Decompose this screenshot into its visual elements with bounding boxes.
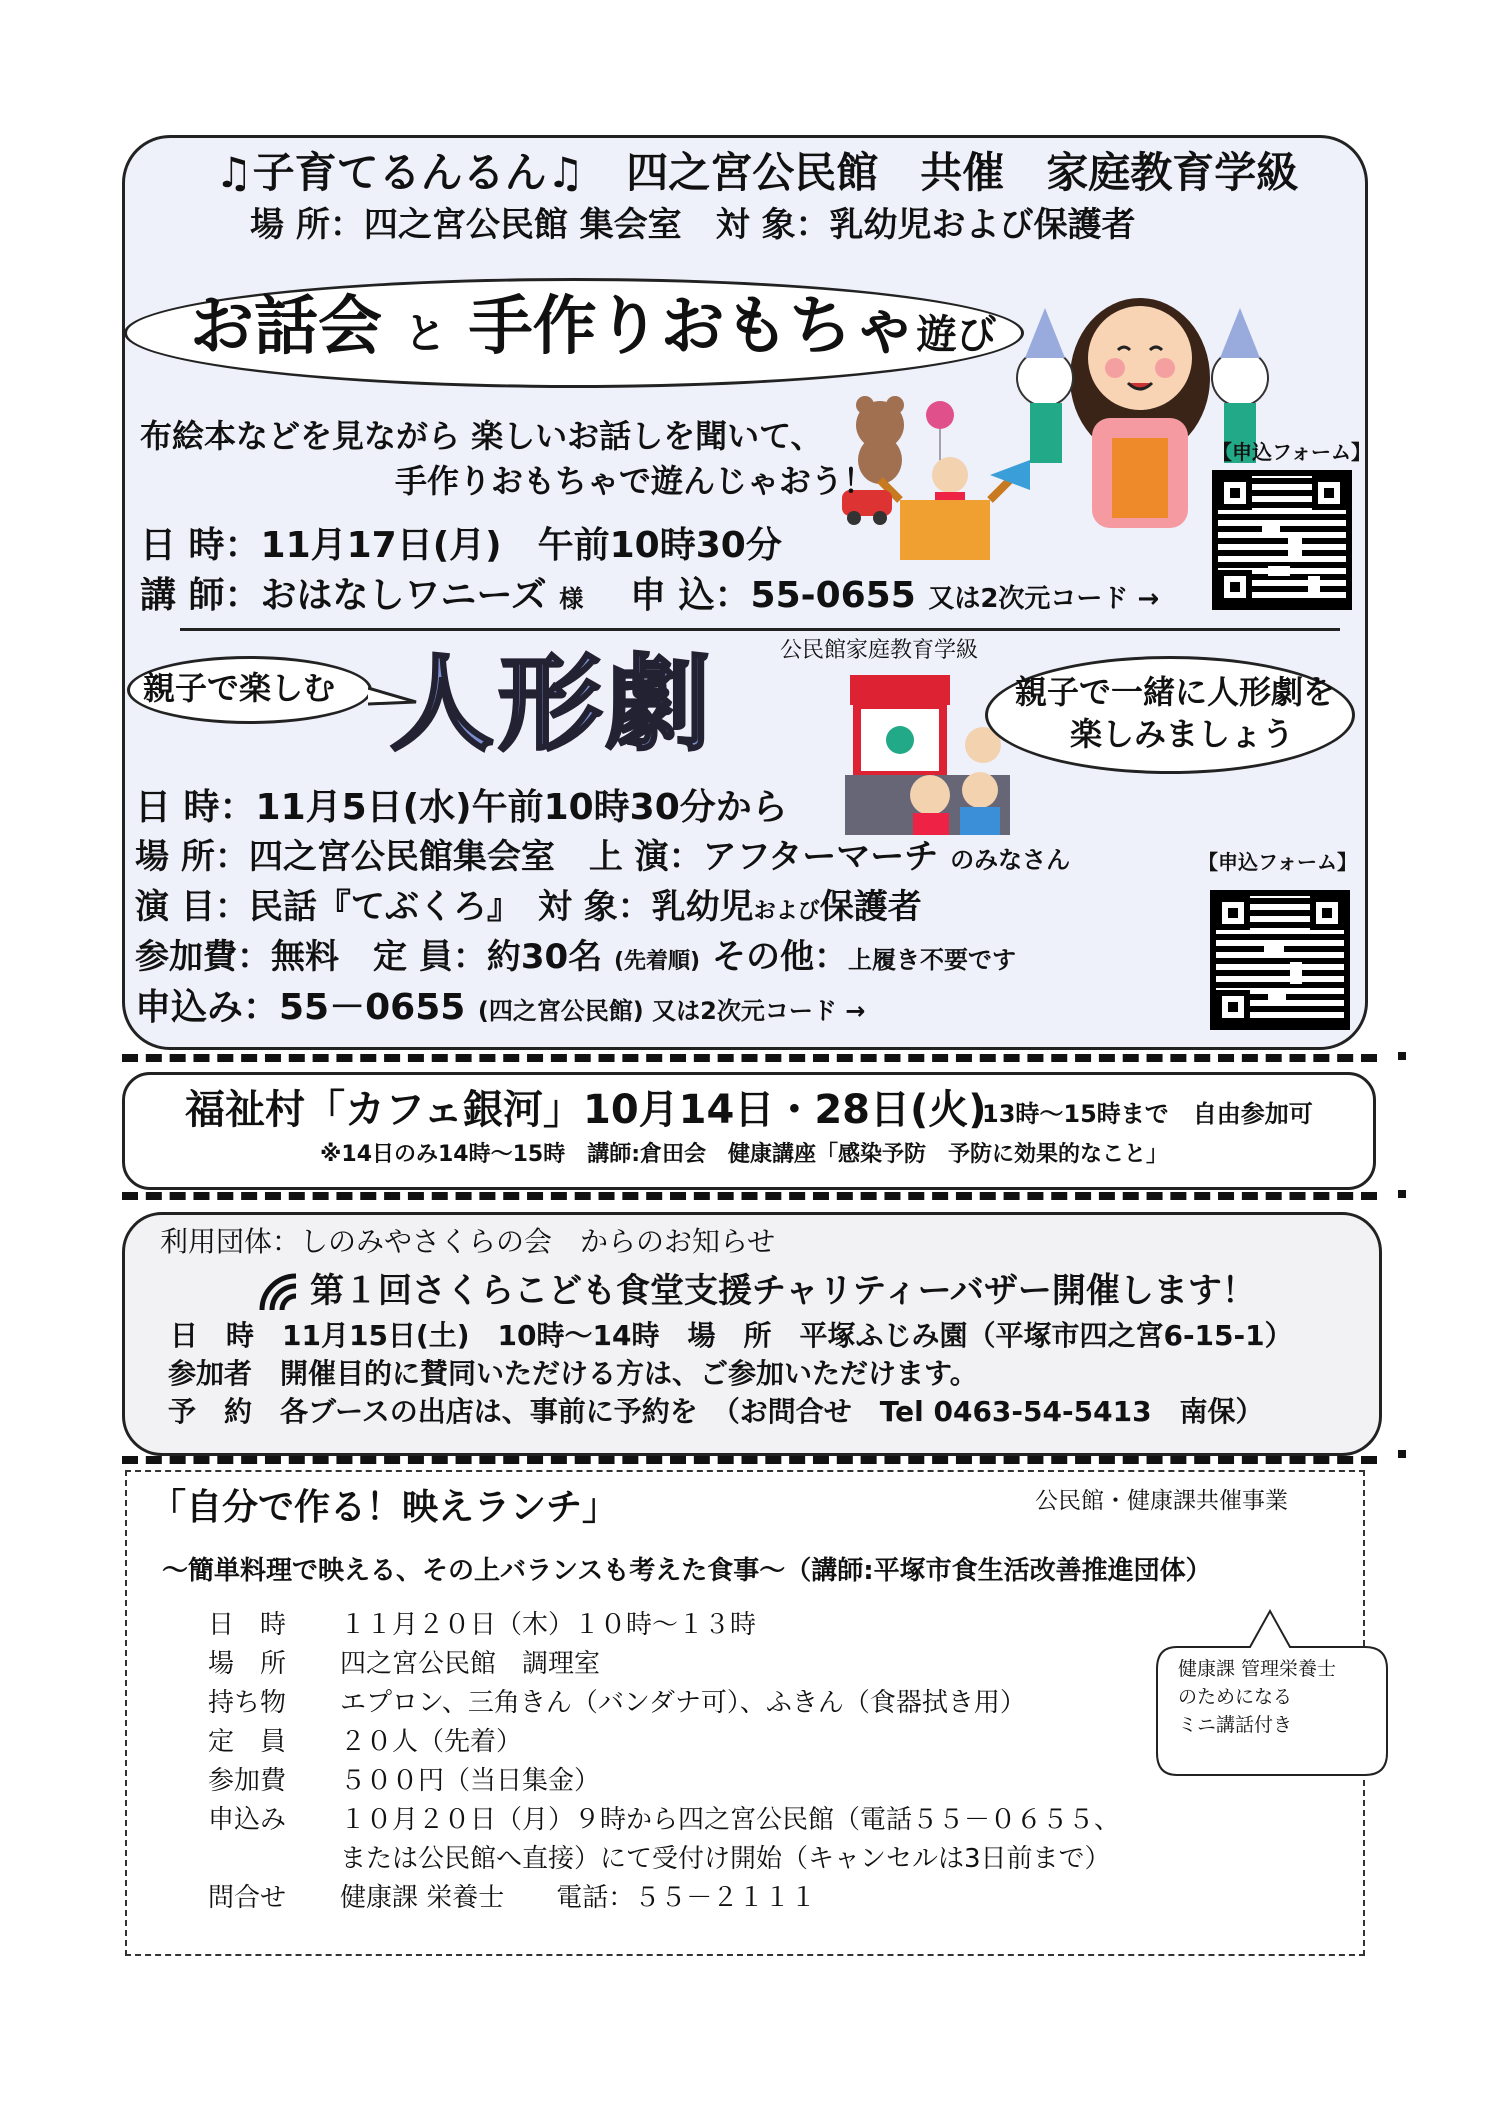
cafe-time: 13時～15時まで 自由参加可 <box>982 1100 1313 1128</box>
bazaar-title: 第１回さくらこども食堂支援チャリティーバザー開催します！ <box>310 1271 1256 1311</box>
event-divider <box>180 628 1340 631</box>
separator-dot-2 <box>1398 1190 1406 1198</box>
lunch-row-value: １１月２０日（木）１０時～１３時 <box>340 1610 757 1640</box>
lunch-subtitle: ～簡単料理で映える、その上バランスも考えた食事～（講師:平塚市食生活改善推進団体） <box>162 1556 1212 1586</box>
puppet-show-illustration <box>845 675 1015 835</box>
event2-venue-text: 場 所：四之宮公民館集会室 上 演：アフターマーチ <box>135 837 939 877</box>
event1-venue: 場 所：四之宮公民館 集会室 対 象：乳幼児および保護者 <box>250 205 1136 245</box>
bazaar-line3: 予 約 各ブースの出店は、事前に予約を （お問合せ Tel 0463-54-5413 南保） <box>168 1395 1264 1428</box>
lunch-sponsor: 公民館・健康課共催事業 <box>1035 1488 1288 1514</box>
event2-other-value: 上履き不要です <box>847 946 1016 974</box>
event2-bubble-right-line1: 親子で一緒に人形劇を <box>1015 673 1336 711</box>
lunch-row-label: 問合せ <box>208 1883 287 1913</box>
lunch-title: 「自分で作る！映えランチ」 <box>150 1487 619 1528</box>
separator-dot-3 <box>1398 1450 1406 1458</box>
bazaar-line2: 参加者 開催目的に賛同いただける方は、ご参加いただけます。 <box>168 1357 978 1390</box>
event2-venue-suffix: のみなさん <box>950 846 1071 874</box>
bazaar-intro: 利用団体：しのみやさくらの会 からのお知らせ <box>160 1225 776 1258</box>
event1-apply-suffix: 又は2次元コード → <box>928 584 1160 614</box>
event2-venue <box>135 837 1071 877</box>
event1-qr-code[interactable] <box>1212 470 1352 610</box>
event2-apply-suffix: (四之宮公民館) 又は2次元コード → <box>477 997 866 1025</box>
event1-lecturer <box>140 575 584 616</box>
lunch-row <box>208 1768 1120 1807</box>
event2-title: 人形劇 <box>390 643 715 765</box>
title-and: と <box>404 309 447 358</box>
event1-datetime: 日 時：11月17日(月) 午前10時30分 <box>140 525 782 566</box>
signal-icon <box>258 1272 304 1312</box>
separator-dash-1 <box>122 1054 1377 1062</box>
event2-organizer: 公民館家庭教育学級 <box>780 638 979 663</box>
lecturer-name: 講 師：おはなしワニーズ <box>140 575 547 616</box>
event2-fee-text: 参加費：無料 定 員：約30名 <box>135 937 603 977</box>
event2-fee <box>135 937 1016 977</box>
lunch-row-value: １０月２０日（月）９時から四之宮公民館（電話５５－０６５５、 <box>340 1805 1121 1835</box>
event2-bubble-left-text: 親子で楽しむ <box>143 669 336 707</box>
lunch-row <box>208 1729 1120 1768</box>
event2-other-label: その他： <box>711 937 848 977</box>
lunch-bubble-line2: のためになる <box>1178 1686 1293 1708</box>
lunch-row <box>208 1651 1120 1690</box>
lunch-bubble-line1: 健康課 管理栄養士 <box>1178 1658 1337 1680</box>
event2-program-small: および <box>753 899 820 924</box>
lunch-row-label: 参加費 <box>208 1766 287 1796</box>
title-storytelling: お話会 <box>190 290 382 364</box>
cafe-note: ※14日のみ14時～15時 講師:倉田会 健康講座「感染予防 予防に効果的なこと」 <box>320 1142 1169 1167</box>
event2-program-end: 保護者 <box>819 887 922 927</box>
event2-program <box>135 887 922 927</box>
event1-title <box>190 290 997 364</box>
event2-program-text: 演 目：民話『てぶくろ』 対 象：乳幼児 <box>135 887 754 927</box>
lunch-row-value: エプロン、三角きん（バンダナ可）、ふきん（食器拭き用） <box>340 1688 1026 1718</box>
event2-form-label: 【申込フォーム】 <box>1198 850 1357 874</box>
event2-qr-code[interactable] <box>1210 890 1350 1030</box>
event2-apply <box>135 987 866 1028</box>
lunch-row-value: または公民館へ直接）にて受付け開始（キャンセルは3日前まで） <box>340 1844 1111 1874</box>
lunch-row <box>208 1612 1120 1651</box>
lunch-details <box>208 1612 1120 1924</box>
lunch-row <box>208 1807 1120 1846</box>
event1-form-label: 【申込フォーム】 <box>1212 440 1371 464</box>
lunch-row-value: ５００円（当日集金） <box>340 1766 601 1796</box>
lunch-row <box>208 1885 1120 1924</box>
event1-desc-2: 手作りおもちゃで遊んじゃおう！ <box>395 462 876 500</box>
lunch-row-label: 場 所 <box>208 1649 287 1679</box>
event2-fee-small: (先着順) <box>614 949 701 974</box>
lunch-row <box>208 1690 1120 1729</box>
lunch-row-value: 四之宮公民館 調理室 <box>340 1649 601 1679</box>
event2-bubble-right-line2: 楽しみましょう <box>1070 715 1295 753</box>
lunch-row-label: 持ち物 <box>208 1688 287 1718</box>
title-play: 遊び <box>916 312 997 358</box>
separator-dot-1 <box>1398 1052 1406 1060</box>
lecturer-suffix: 様 <box>559 585 584 613</box>
event1-header: ♫子育てるんるん♫ 四之宮公民館 共催 家庭教育学級 <box>215 148 1299 197</box>
lunch-row-value: ２０人（先着） <box>340 1727 523 1757</box>
lunch-row-label: 定 員 <box>208 1727 287 1757</box>
separator-dash-2 <box>122 1192 1377 1200</box>
separator-dash-3 <box>122 1456 1377 1464</box>
title-toy: 手作りおもちゃ <box>468 290 917 364</box>
lunch-row <box>208 1846 1120 1885</box>
lunch-row-label: 申込み <box>208 1805 287 1835</box>
event1-desc-1: 布絵本などを見ながら 楽しいお話しを聞いて、 <box>140 417 823 455</box>
event1-apply-phone: 申 込：55-0655 <box>630 575 916 616</box>
bazaar-line1: 日 時 11月15日(土) 10時～14時 場 所 平塚ふじみ園（平塚市四之宮6-15-1） <box>170 1319 1293 1352</box>
event2-datetime: 日 時：11月5日(水)午前10時30分から <box>135 787 788 828</box>
lunch-bubble-line3: ミニ講話付き <box>1178 1714 1293 1736</box>
lunch-row-value: 健康課 栄養士 電話：５５－２１１１ <box>340 1883 817 1913</box>
event1-apply <box>630 575 1160 616</box>
event2-apply-phone: 申込み：55－0655 <box>135 987 466 1028</box>
cafe-title: 福祉村「カフェ銀河」10月14日・28日(火) <box>185 1087 987 1133</box>
lunch-row-label: 日 時 <box>208 1610 287 1640</box>
